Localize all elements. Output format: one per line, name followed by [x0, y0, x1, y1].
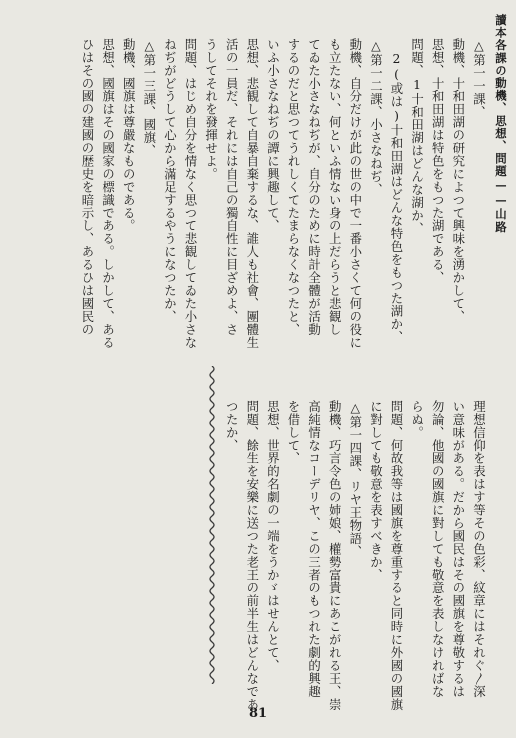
lower-text-line: を借して、 — [286, 400, 301, 465]
upper-text-line: △第一一課、 — [471, 38, 487, 119]
upper-text-line: いふ小さなねぢの譚に興趣して、 — [265, 38, 281, 233]
lower-text-line: 動機、巧言令色の姉娘、權勢富貴にあこがれる王、崇 — [327, 400, 343, 711]
upper-text-line: うしてそれを發揮せよ。 — [203, 38, 219, 181]
upper-text-line: てゐた小さなねぢが、自分のために時計全體が活動 — [306, 38, 322, 336]
page-number: 81 — [248, 706, 268, 721]
lower-text-line: つたか、 — [224, 400, 240, 452]
lower-text-line: 理想信仰を表はす等その色彩、紋章にはそれぐ〳深 — [471, 400, 487, 698]
upper-text-line: 思想、悲観して自暴自棄するな、誰人も社會、團體生 — [244, 38, 260, 349]
upper-text-line: 2(或は)十和田湖はどんな特色をもつた湖か、 — [389, 38, 404, 344]
wavy-divider — [206, 366, 218, 684]
lower-text-line: 高純情なコーデリヤ、この三者のもつれた劇的興趣 — [306, 400, 322, 698]
lower-text-line: 思想、世界的名劇の一端をうかゞはせんとて、 — [265, 400, 281, 672]
upper-text-line: も立たない、何といふ情ない身の上だらうと悲観し — [327, 38, 343, 336]
upper-text-line: 問題、はじめ自分を情なく思つて悲観してゐた小さな — [183, 38, 198, 349]
lower-text-line: △第一四課、リヤ王物語、 — [347, 400, 363, 558]
upper-text-line: ねぢがどうして心から滿足するやうになつたか、 — [162, 38, 178, 323]
lower-text-line: 問題、何故我等は國旗を尊重すると同時に外國の國旗 — [389, 400, 404, 711]
lower-text-line: らぬ。 — [409, 400, 425, 439]
lower-text-line: い意味がある。だから國民はその國旗を尊敬するは — [450, 400, 466, 698]
lower-text-line: 問題、餘生を安樂に送つた老王の前半生はどんなであ — [244, 400, 260, 711]
running-head: 讀本各課の動機、思想、問題——山路 — [494, 14, 508, 234]
upper-text-line: 問題、1十和田湖はどんな湖か、 — [409, 38, 425, 235]
lower-text-line: 勿論、他國の國旗に對しても敬意を表しなければな — [430, 400, 446, 698]
upper-text-line: 動機、十和田湖の研究によつて興味を湧かして、 — [450, 38, 466, 323]
upper-text-line: 動機、自分だけが此の世の中で一番小さくて何の役に — [347, 38, 363, 349]
upper-text-line: 思想、國旗はその國家の標識である。しかして、ある — [100, 38, 116, 349]
upper-text-line: 動機、國旗は尊嚴なものである。 — [121, 38, 137, 233]
lower-text-line: に對しても敬意を表すべきか、 — [368, 400, 384, 582]
upper-text-line: するのだと思つてうれしくてたまらなくなつたと、 — [286, 38, 301, 336]
upper-text-line: 活の一員だ、それには自己の獨自性に目ざめよ、さ — [224, 38, 240, 336]
upper-text-line: △第一二課、小さなねぢ、 — [368, 38, 384, 196]
upper-text-line: 思想、十和田湖は特色をもつた湖である、 — [430, 38, 446, 285]
upper-text-line: ひはその國の建國の歴史を暗示し、あるひは國民の — [80, 38, 95, 336]
upper-text-line: △第一三課、國旗、 — [141, 38, 157, 158]
